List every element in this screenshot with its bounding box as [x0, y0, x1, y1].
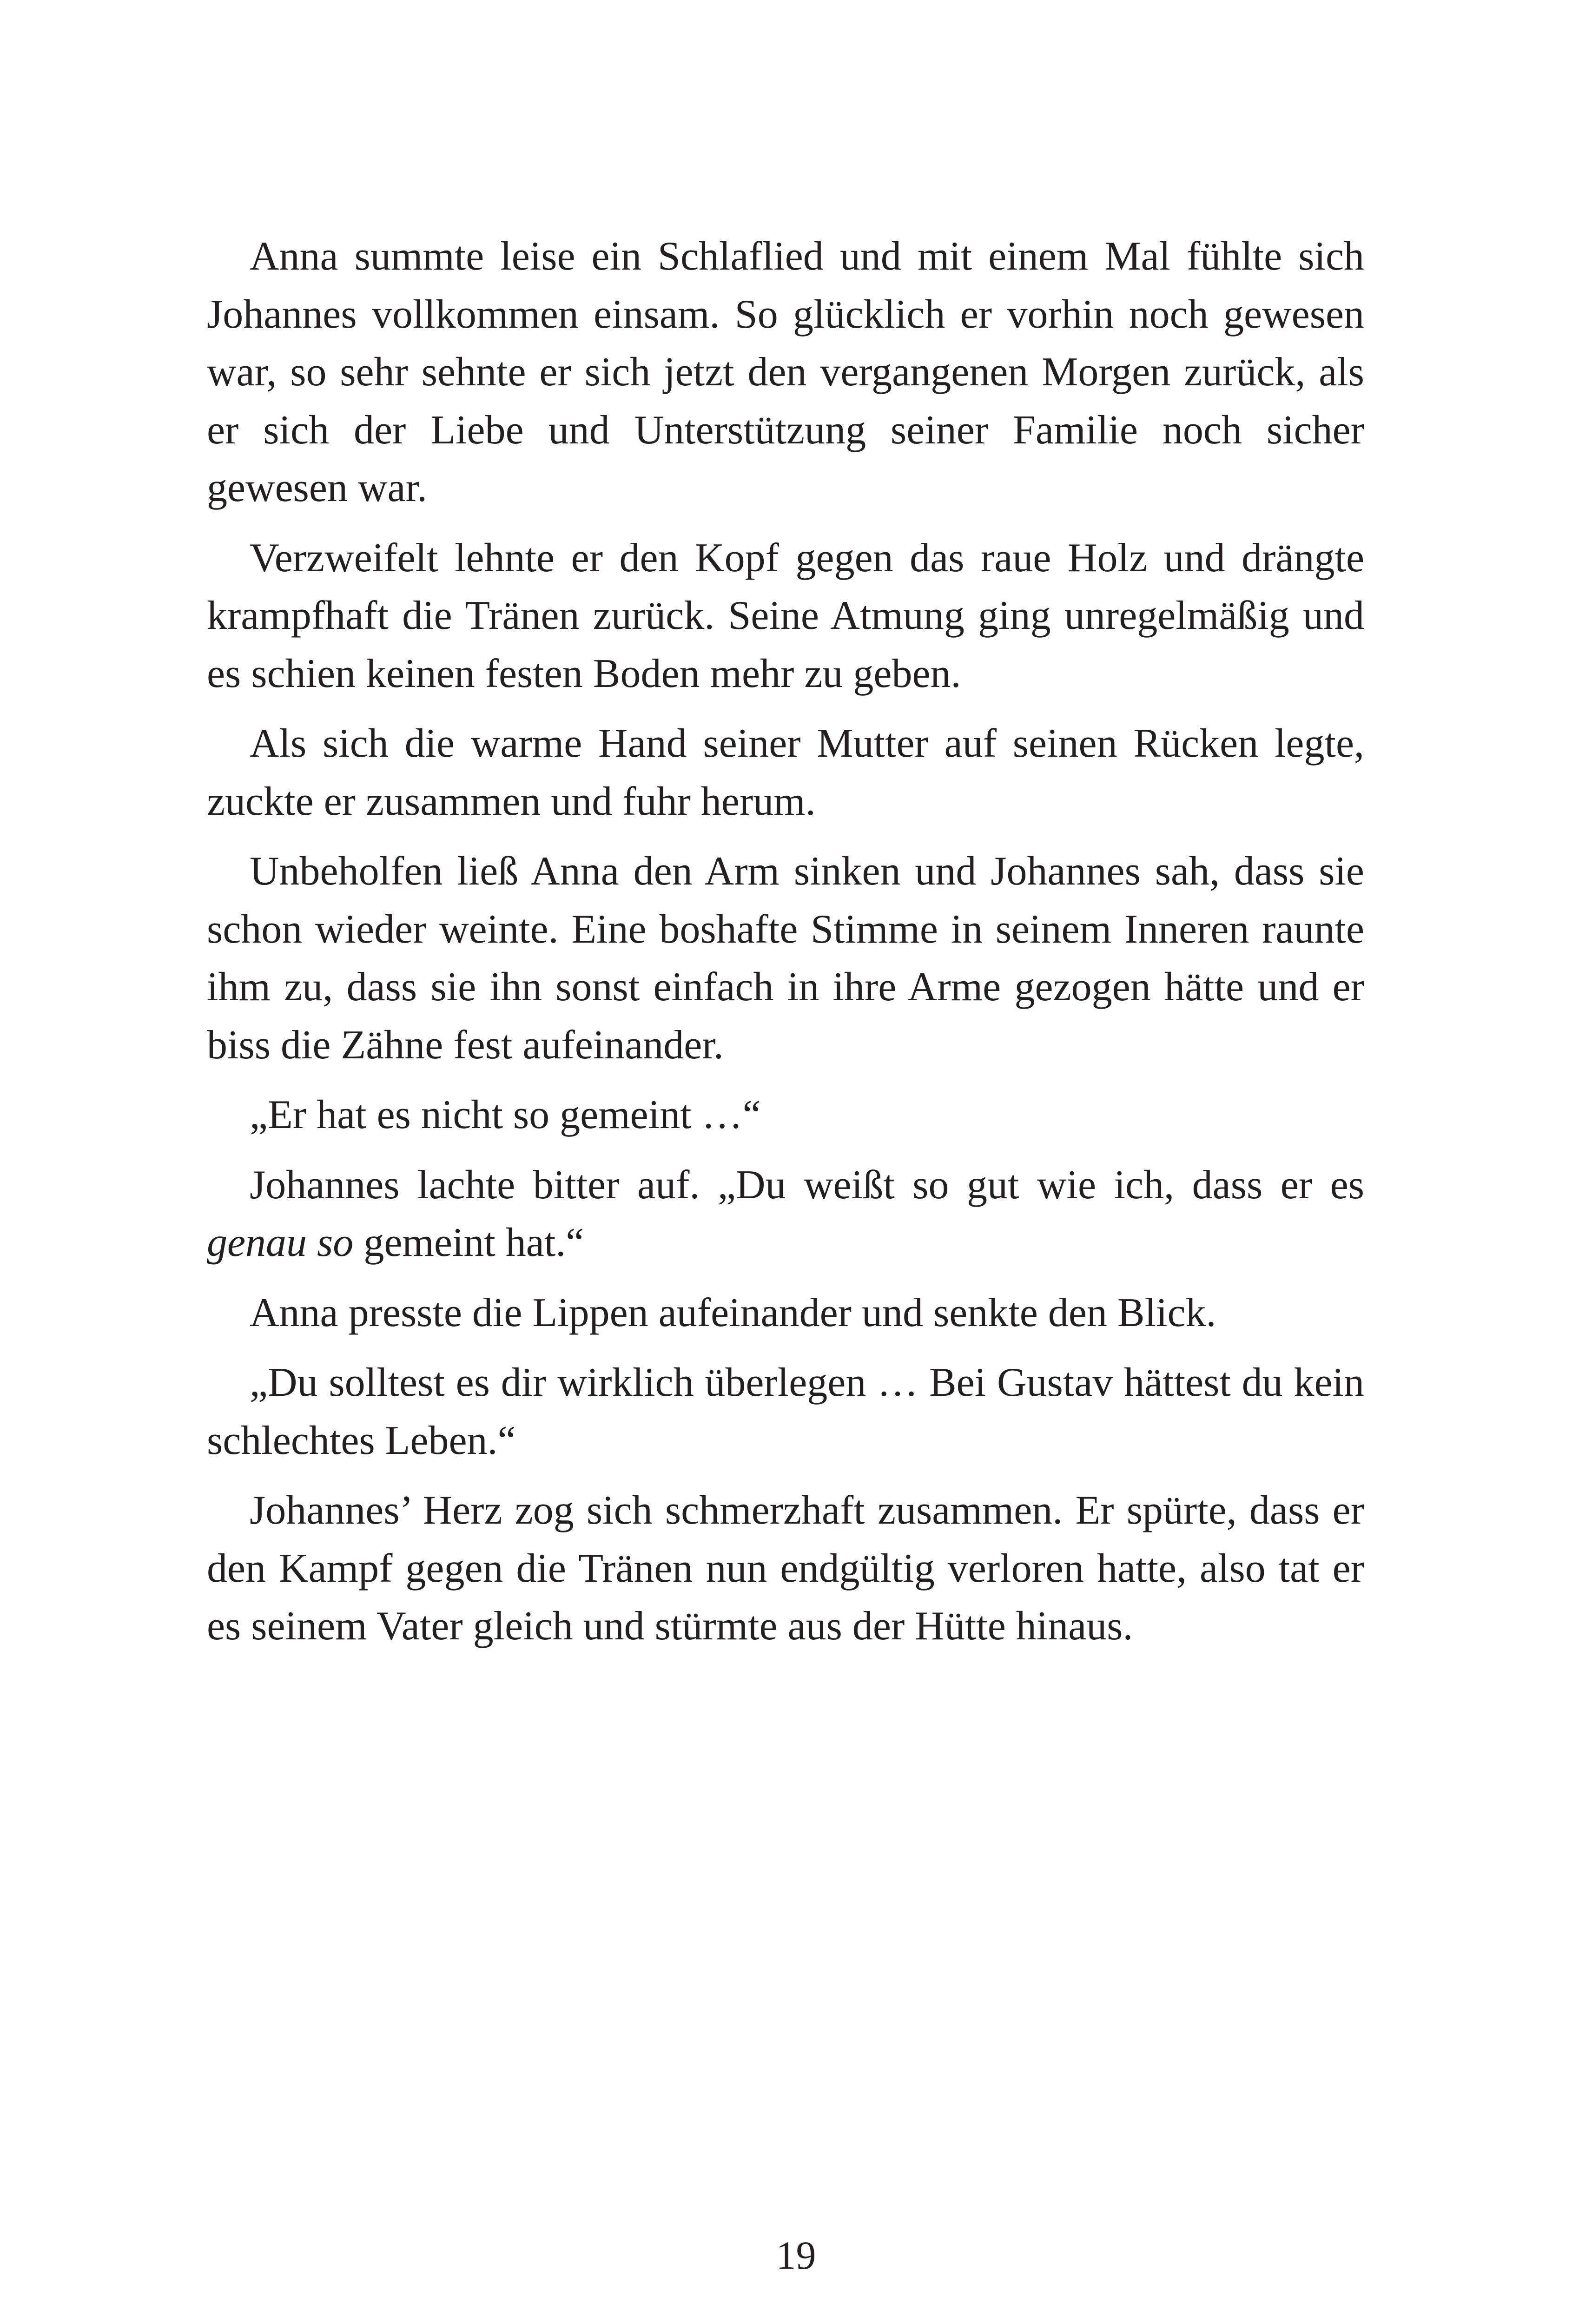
paragraph-6-end: gemeint hat.“	[353, 1220, 584, 1265]
body-text	[207, 228, 1364, 1668]
paragraph-4: Unbeholfen ließ Anna den Arm sinken und Johannes sah, dass sie schon wieder weinte. Eine boshafte Stimme in seinem Inneren raunte ihm zu, dass sie ihn sonst einfach in ihre Arme gezogen hätte und er biss die Zähne fest aufeinander.	[207, 849, 1364, 1068]
paragraph-2: Verzweifelt lehnte er den Kopf gegen das raue Holz und drängte krampfhaft die Tränen zurück. Seine Atmung ging unregelmäßig und es schien keinen festen Boden mehr zu geben.	[207, 535, 1364, 696]
paragraph-3: Als sich die warme Hand seiner Mutter auf seinen Rücken legte, zuckte er zusammen und fuhr herum.	[207, 721, 1364, 824]
paragraph-6-start: Johannes lachte bitter auf. „Du weißt so gut wie ich, dass er es	[250, 1162, 1364, 1208]
paragraph-9: Johannes’ Herz zog sich schmerzhaft zusammen. Er spürte, dass er den Kampf gegen die Tränen nun endgültig verloren hatte, also tat er es seinem Vater gleich und stürmte aus der Hütte hinaus.	[207, 1488, 1364, 1649]
emphasis-text: genau so	[207, 1220, 354, 1265]
paragraph-6	[207, 1156, 1364, 1272]
paragraph-1: Anna summte leise ein Schlaflied und mit einem Mal fühlte sich Johannes vollkommen einsam. So glücklich er vorhin noch gewesen war, so sehr sehnte er sich jetzt den vergangenen Morgen zurück, als er sich der Liebe und Unterstützung seiner Familie noch sicher gewesen war.	[207, 234, 1364, 510]
page-number: 19	[776, 2233, 816, 2278]
paragraph-5: „Er hat es nicht so gemeint …“	[250, 1092, 761, 1137]
paragraph-8: „Du solltest es dir wirklich überlegen … Bei Gustav hättest du kein schlechtes Leben.“	[207, 1360, 1364, 1463]
paragraph-7: Anna presste die Lippen aufeinander und senkte den Blick.	[250, 1290, 1216, 1335]
